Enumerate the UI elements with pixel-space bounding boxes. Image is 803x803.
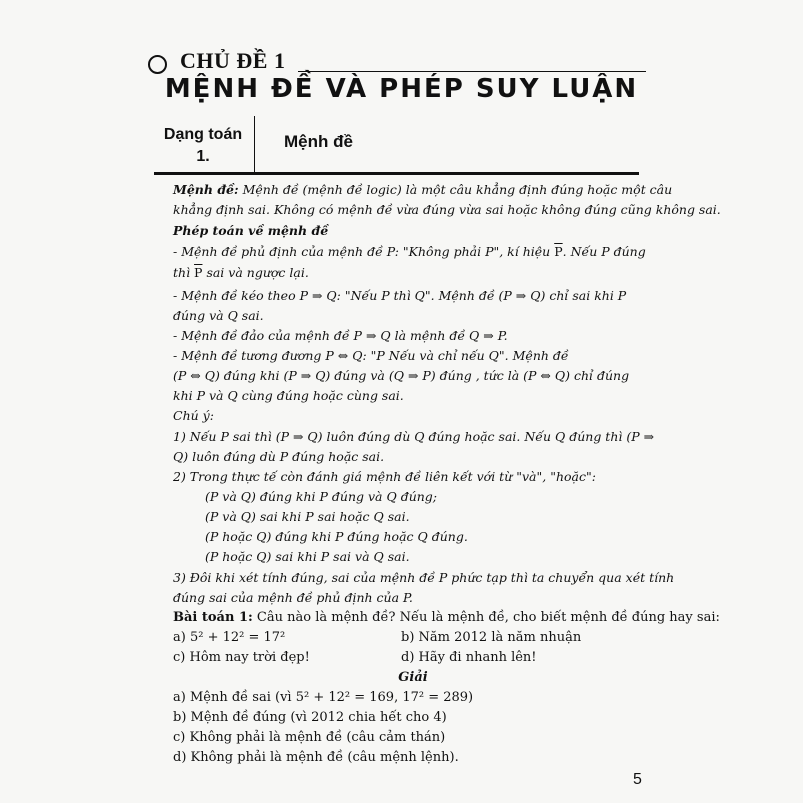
answer-b: b) Mệnh đề đúng (vì 2012 chia hết cho 4) <box>173 710 447 725</box>
answer-d: d) Không phải là mệnh đề (câu mệnh lệnh). <box>173 750 459 765</box>
definition-text: Mệnh đề (mệnh đề logic) là một câu khẳng định đúng hoặc một câu <box>238 182 673 197</box>
chapter-title: MỆNH ĐỀ VÀ PHÉP SUY LUẬN <box>164 74 639 104</box>
definition-line-2: khẳng định sai. Không có mệnh đề vừa đúng vừa sai hoặc không đúng cũng không sai. <box>173 202 721 217</box>
negation-line-2: thì $\overline{P}$ sai và ngược lại. <box>173 265 309 280</box>
equivalence-line: - Mệnh đề tương đương P ⇔ Q: "P Nếu và chỉ nếu Q". Mệnh đề <box>173 348 569 363</box>
definition-label: Mệnh đề: <box>173 182 239 197</box>
topic-kind: Dạng toán 1. <box>163 126 243 165</box>
note-heading: Chú ý: <box>173 408 214 423</box>
problem-question: Câu nào là mệnh đề? Nếu là mệnh đề, cho biết mệnh đề đúng hay sai: <box>252 610 720 625</box>
page-number: 5 <box>633 771 642 788</box>
topic-title: Mệnh đề <box>284 132 353 151</box>
equivalence-line-3: khi P và Q cùng đúng hoặc cùng sai. <box>173 388 404 403</box>
problem-label: Bài toán 1: <box>173 610 253 625</box>
option-a: a) 5² + 12² = 17² <box>173 630 286 645</box>
circle-bullet-icon <box>148 55 167 74</box>
negation-symbol: $\overline{P}$ <box>554 244 563 259</box>
and-true-line: (P và Q) đúng khi P đúng và Q đúng; <box>205 489 438 504</box>
or-true-line: (P hoặc Q) đúng khi P đúng hoặc Q đúng. <box>205 529 468 544</box>
negation-line: - Mệnh đề phủ định của mệnh đề P: "Không phải P", kí hiệu $\overline{P}$. Nếu P đúng <box>173 244 646 259</box>
equivalence-line-2: (P ⇔ Q) đúng khi (P ⇒ Q) đúng và (Q ⇒ P) đúng , tức là (P ⇔ Q) chỉ đúng <box>173 368 630 383</box>
option-d: d) Hãy đi nhanh lên! <box>401 650 537 665</box>
note-1-line: 1) Nếu P sai thì (P ⇒ Q) luôn đúng dù Q đúng hoặc sai. Nếu Q đúng thì (P ⇒ <box>173 429 655 444</box>
solution-heading: Giải <box>398 670 428 685</box>
converse-line: - Mệnh đề đảo của mệnh đề P ⇒ Q là mệnh đề Q ⇒ P. <box>173 328 508 343</box>
definition-line <box>173 182 672 197</box>
note-3-line: 3) Đôi khi xét tính đúng, sai của mệnh đề P phức tạp thì ta chuyển qua xét tính <box>173 570 675 585</box>
topic-box <box>154 116 639 175</box>
note-2-line: 2) Trong thực tế còn đánh giá mệnh đề liên kết với từ "và", "hoặc": <box>173 469 596 484</box>
or-false-line: (P hoặc Q) sai khi P sai và Q sai. <box>205 549 410 564</box>
implication-line: - Mệnh đề kéo theo P ⇒ Q: "Nếu P thì Q". Mệnh đề (P ⇒ Q) chỉ sai khi P <box>173 288 627 303</box>
topic-divider <box>254 116 255 172</box>
header-rule <box>298 71 646 72</box>
note-3-line-2: đúng sai của mệnh đề phủ định của P. <box>173 590 413 605</box>
answer-c: c) Không phải là mệnh đề (câu cảm thán) <box>173 730 446 745</box>
operations-heading: Phép toán về mệnh đề <box>173 223 329 238</box>
chapter-label: CHỦ ĐỀ 1 <box>180 48 286 73</box>
and-false-line: (P và Q) sai khi P sai hoặc Q sai. <box>205 509 410 524</box>
answer-a: a) Mệnh đề sai (vì 5² + 12² = 169, 17² = 289) <box>173 690 474 705</box>
option-b: b) Năm 2012 là năm nhuận <box>401 630 582 645</box>
implication-line-2: đúng và Q sai. <box>173 308 264 323</box>
problem-statement <box>173 610 720 625</box>
option-c: c) Hôm nay trời đẹp! <box>173 650 310 665</box>
negation-symbol: $\overline{P}$ <box>194 265 203 280</box>
note-1-line-2: Q) luôn đúng dù P đúng hoặc sai. <box>173 449 385 464</box>
